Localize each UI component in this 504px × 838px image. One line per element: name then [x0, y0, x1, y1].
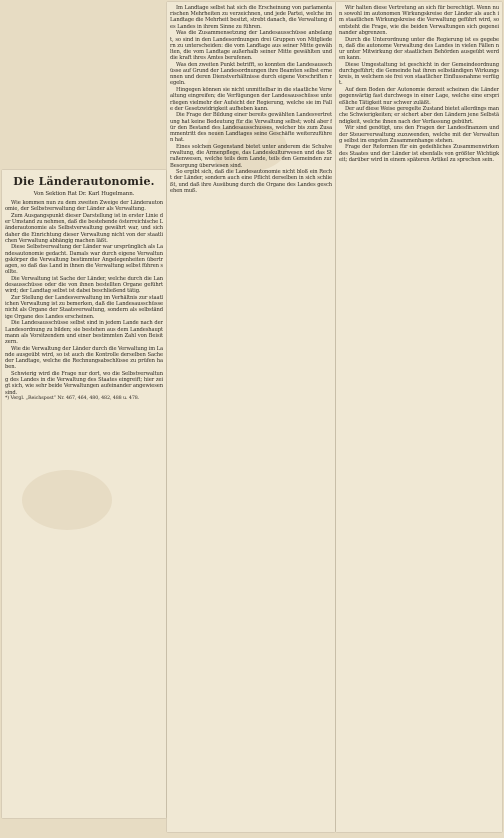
paragraph: So ergibt sich, daß die Landesautonomie nicht bloß ein Recht der Länder, sondern auch eine Pflicht derselben in sich schließt, und daß ihre Ausübung durch die Organe des Landes geschehen muß.: [170, 169, 332, 194]
right-clipping: [336, 2, 502, 832]
left-text-column: [5, 176, 163, 815]
paragraph: Die Verwaltung ist Sache der Länder, welche durch die Landesausschüsse oder die von ihnen bestellten Organe geführt wird; der Landtag selbst ist dabei beschließend tätig.: [5, 275, 163, 295]
right-text-column: [339, 5, 499, 829]
paragraph: Im Landtage selbst hat sich die Erscheinung von parlamentarischen Mehrheiten zu verzeichnen, und jede Partei, welche im Landtage die Mehrheit besitzt, strebt danach, die Verwaltung des Landes in ihrem Sinne zu führen.: [170, 5, 332, 30]
paragraph: Wir sind genötigt, uns den Fragen der Landesfinanzen und der Steuerverwaltung zuzuwenden, welche mit der Verwaltung selbst im engsten Zusammenhange stehen.: [339, 125, 499, 144]
paragraph: Die Landesausschüsse selbst sind in jedem Lande nach der Landesordnung zu bilden; sie bestehen aus dem Landeshauptmann als Vorsitzendem und einer bestimmten Zahl von Beisitzern.: [5, 320, 163, 345]
paragraph: Auf dem Boden der Autonomie derzeit scheinen die Länder gegenwärtig fast durchwegs in einer Lage, welche eine ersprießliche Tätigkeit nur schwer zuläßt.: [339, 87, 499, 106]
paragraph: Wir halten diese Vertretung an sich für berechtigt. Wenn nun sowohl im autonomen Wirkungskreise der Länder als auch im staatlichen Wirkungskreise die Verwaltung geführt wird, so entsteht die Frage, wie die beiden Verwaltungen sich gegeneinander abgrenzen.: [339, 5, 499, 36]
right-paragraphs: [339, 5, 499, 163]
paragraph: Frage der Reformen für ein gedeihliches Zusammenwirken des Staates und der Länder ist ebenfalls von größter Wichtigkeit; darüber wird in einem späteren Artikel zu sprechen sein.: [339, 144, 499, 163]
middle-paragraphs: [170, 5, 332, 194]
paragraph: Zur Stellung der Landesverwaltung im Verhältnis zur staatlichen Verwaltung ist zu bemerken, daß die Landesausschüsse nicht als Organe der Staatsverwaltung, sondern als selbständige Organe des Landes erscheinen.: [5, 295, 163, 320]
paragraph: Zum Ausgangspunkt dieser Darstellung ist in erster Linie der Umstand zu nehmen, daß die bestehende österreichische Länderautonomie als Selbstverwaltung gewährt war, und sich daher die Einrichtung dieser Verwaltung nicht von der staatlichen Verwaltung abhängig machen läßt.: [5, 212, 163, 244]
paragraph: Eines solchen Gegenstand bietet unter anderem die Schulverwaltung, die Armenpflege, das Landeskulturwesen und das Straßenwesen, welche teils dem Lande, teils den Gemeinden zur Besorgung überwiesen sind.: [170, 143, 332, 169]
paragraph: Schwierig wird die Frage nur dort, wo die Selbstverwaltung des Landes in die Verwaltung des Staates eingreift; hier zeigt sich, wie sehr beide Verwaltungen aufeinander angewiesen sind.: [5, 370, 163, 396]
paragraph: Was den zweiten Punkt betrifft, so konnten die Landesausschüsse auf Grund der Landesordnungen ihre Beamten selbst ernennen und deren Dienstverhältnisse durch eigene Vorschriften regeln.: [170, 61, 332, 87]
paragraph: Der auf diese Weise geregelte Zustand bietet allerdings manche Schwierigkeiten; er sichert aber den Ländern jene Selbständigkeit, welche ihnen nach der Verfassung gebührt.: [339, 106, 499, 125]
paragraph: Durch die Unterordnung unter die Regierung ist es gegeben, daß die autonome Verwaltung des Landes in vielen Fällen nur unter Mitwirkung der staatlichen Behörden ausgeübt werden kann.: [339, 36, 499, 62]
left-paragraphs: [5, 200, 163, 396]
paragraph: Hingegen können sie nicht unmittelbar in die staatliche Verwaltung eingreifen; die Verfügungen der Landesausschüsse unterliegen vielmehr der Aufsicht der Regierung, welche sie im Falle der Gesetzwidrigkeit aufheben kann.: [170, 87, 332, 112]
middle-clipping: [167, 2, 335, 832]
paragraph: Diese Umgestaltung ist geschicht in der Gemeindeordnung durchgeführt; die Gemeinde hat ihren selbständigen Wirkungskreis, in welchem sie frei von staatlicher Einflussnahme verfügt.: [339, 61, 499, 87]
footnote: *) Vergl. „Reichspost“ Nr. 467, 464, 480, 482, 488 u. 478.: [5, 396, 140, 402]
left-clipping: [2, 170, 166, 818]
article-title: Die Länderautonomie.: [13, 176, 155, 188]
paragraph: Diese Selbstverwaltung der Länder war ursprünglich als Landesautonomie gedacht. Damals war durch eigene Verwaltungskörper die Verwaltung bestimmter Angelegenheiten übertragen, so daß das Land in ihnen die Verwaltung selbst führen sollte.: [5, 244, 163, 276]
middle-text-column: [170, 5, 332, 829]
article-byline: Von Sektion Rat Dr. Karl Hugelmann.: [33, 191, 135, 197]
paragraph: Wie kommen nun zu dem zweiten Zweige der Länderautonomie, der Selbstverwaltung der Länder als Verwaltung.: [5, 200, 163, 213]
paragraph: Wie die Verwaltung der Länder durch die Verwaltung im Lande ausgeübt wird, so ist auch die Kontrolle derselben Sache der Landtage, welche die Rechnungsabschlüsse zu prüfen haben.: [5, 345, 163, 371]
paragraph: Die Frage der Bildung einer bereits gewählten Landesvertretung hat keine Bedeutung für die Verwaltung selbst; wohl aber für den Bestand des Landesausschusses, welcher bis zum Zusammentritt des neuen Landtages seine Geschäfte weiterzuführen hat.: [170, 112, 332, 144]
paragraph: Was die Zusammensetzung der Landesausschüsse anbelangt, so sind in den Landesordnungen drei Gruppen von Mitgliedern zu unterscheiden: die vom Landtage aus seiner Mitte gewählten, die vom Landtage außerhalb seiner Mitte gewählten und die kraft ihres Amtes berufenen.: [170, 30, 332, 62]
